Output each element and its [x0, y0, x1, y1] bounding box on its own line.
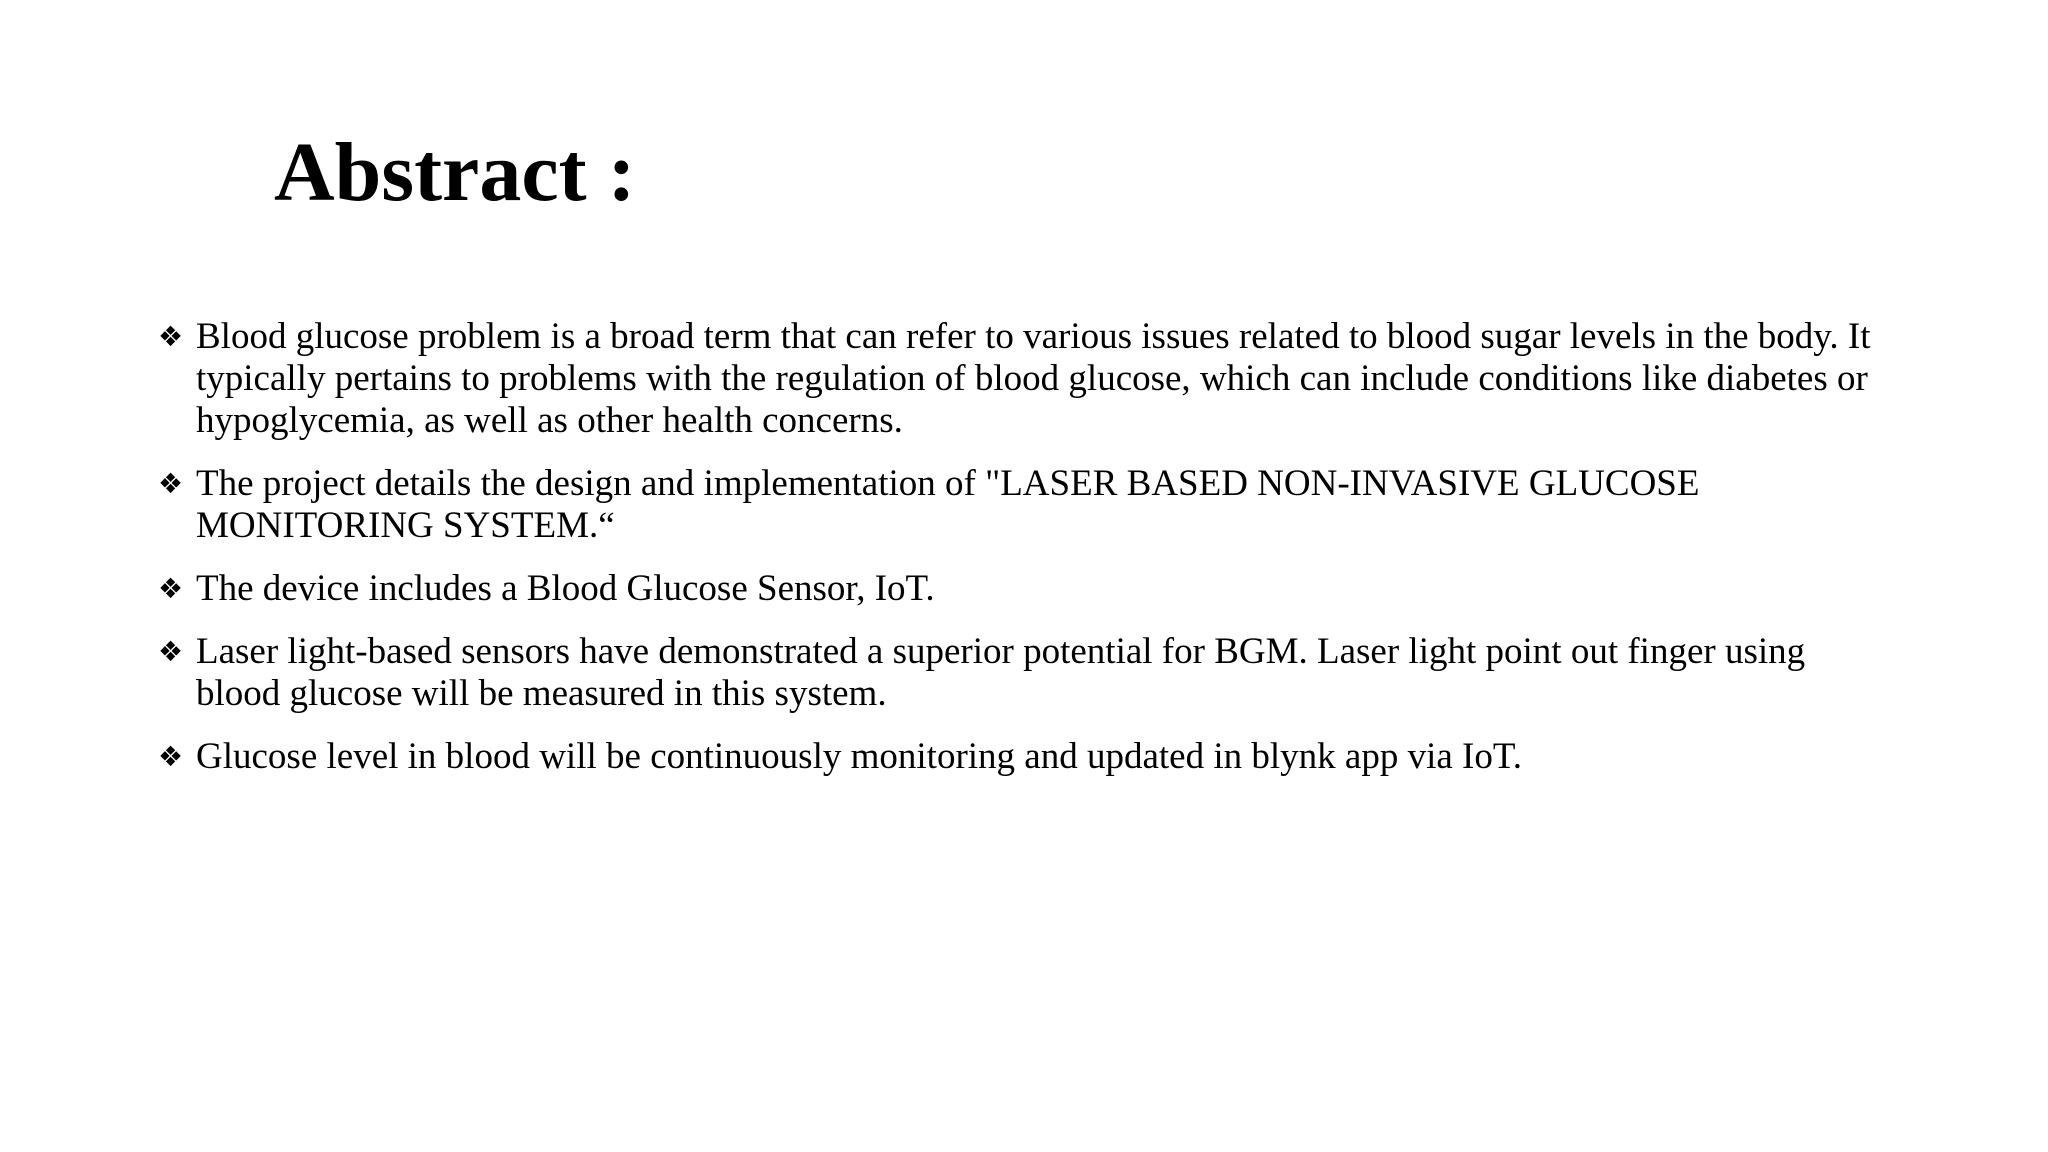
bullet-item	[158, 631, 1898, 715]
diamond-bullet-icon: ❖	[158, 740, 184, 773]
diamond-bullet-icon: ❖	[158, 320, 184, 353]
bullet-item	[158, 736, 1898, 778]
bullet-item	[158, 463, 1898, 547]
diamond-bullet-icon: ❖	[158, 572, 184, 605]
slide-title: Abstract :	[274, 126, 636, 219]
bullet-text: Glucose level in blood will be continuously monitoring and updated in blynk app via IoT.	[196, 736, 1522, 777]
bullet-text: The project details the design and implementation of "LASER BASED NON-INVASIVE GLUCOSE MONITORING SYSTEM.“	[196, 463, 1700, 546]
bullet-item	[158, 568, 1898, 610]
bullet-text: Laser light-based sensors have demonstrated a superior potential for BGM. Laser light point out finger using blood glucose will be measured in this system.	[196, 631, 1806, 714]
bullet-item	[158, 316, 1898, 442]
bullet-text: The device includes a Blood Glucose Sensor, IoT.	[196, 568, 935, 609]
bullet-text: Blood glucose problem is a broad term that can refer to various issues related to blood sugar levels in the body. It typically pertains to problems with the regulation of blood glucose, which can include conditions like diabetes or hypoglycemia, as well as other health concerns.	[196, 316, 1871, 441]
bullet-list	[158, 316, 1898, 799]
diamond-bullet-icon: ❖	[158, 467, 184, 500]
diamond-bullet-icon: ❖	[158, 635, 184, 668]
